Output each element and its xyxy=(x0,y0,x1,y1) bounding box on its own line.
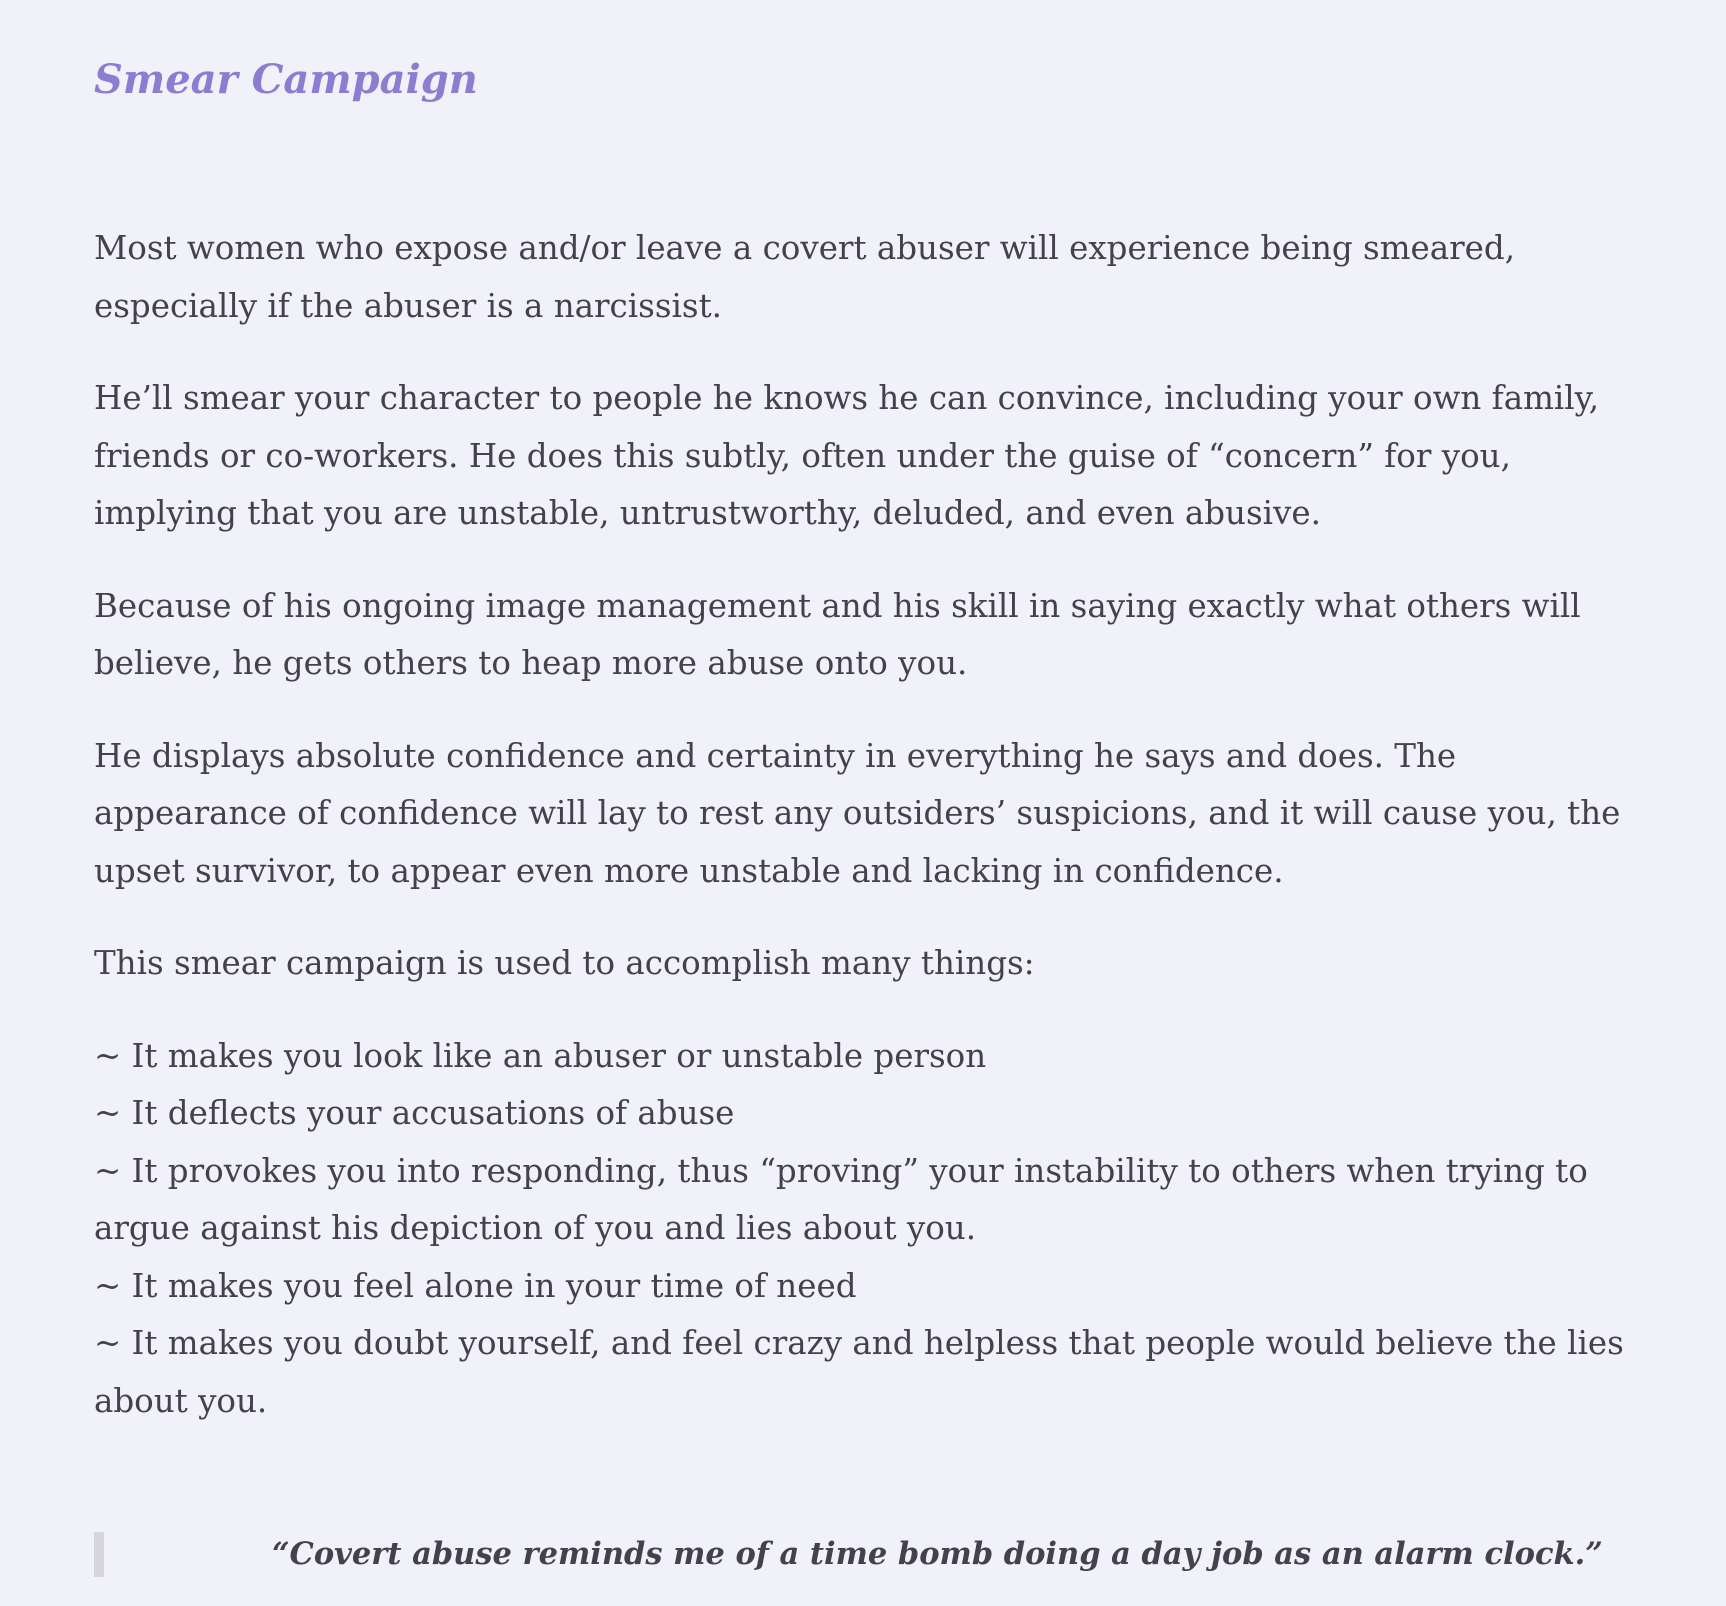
article-title: Smear Campaign xyxy=(94,56,478,103)
list-item: ~ It deflects your accusations of abuse xyxy=(94,1094,735,1132)
list-item: ~ It makes you feel alone in your time of need xyxy=(94,1266,857,1305)
paragraph: Most women who expose and/or leave a covert abuser will experience being smeared, especially if the abuser is a narcissist. xyxy=(94,229,1516,325)
list-item: ~ It makes you look like an abuser or unstable person xyxy=(94,1036,987,1075)
quote-bar xyxy=(94,1532,104,1577)
paragraph: He displays absolute confidence and certainty in everything he says and does. The appearance of confidence will lay to rest any outsiders’ suspicions, and it will cause you, the upset survivor, to appear even more unstable and lacking in confidence. xyxy=(94,736,1621,890)
quote-text: “Covert abuse reminds me of a time bomb doing a day job as an alarm clock.” xyxy=(272,1536,1603,1572)
paragraph: This smear campaign is used to accomplish many things: xyxy=(94,944,1035,982)
paragraph: Because of his ongoing image management and his skill in saying exactly what others will believe, he gets others to heap more abuse onto you. xyxy=(94,586,1581,682)
article-body xyxy=(94,220,1654,1430)
pull-quote xyxy=(94,1532,1654,1577)
list-item: ~ It makes you doubt yourself, and feel crazy and helpless that people would believe the lies about you. xyxy=(94,1324,1624,1420)
effects-list xyxy=(94,1028,1654,1431)
paragraph: He’ll smear your character to people he knows he can convince, including your own family, friends or co-workers. He does this subtly, often under the guise of “concern” for you, implying that you are unstable, untrustworthy, deluded, and even abusive. xyxy=(94,379,1600,532)
list-item: ~ It provokes you into responding, thus “proving” your instability to others when trying to argue against his depiction of you and lies about you. xyxy=(94,1151,1588,1247)
